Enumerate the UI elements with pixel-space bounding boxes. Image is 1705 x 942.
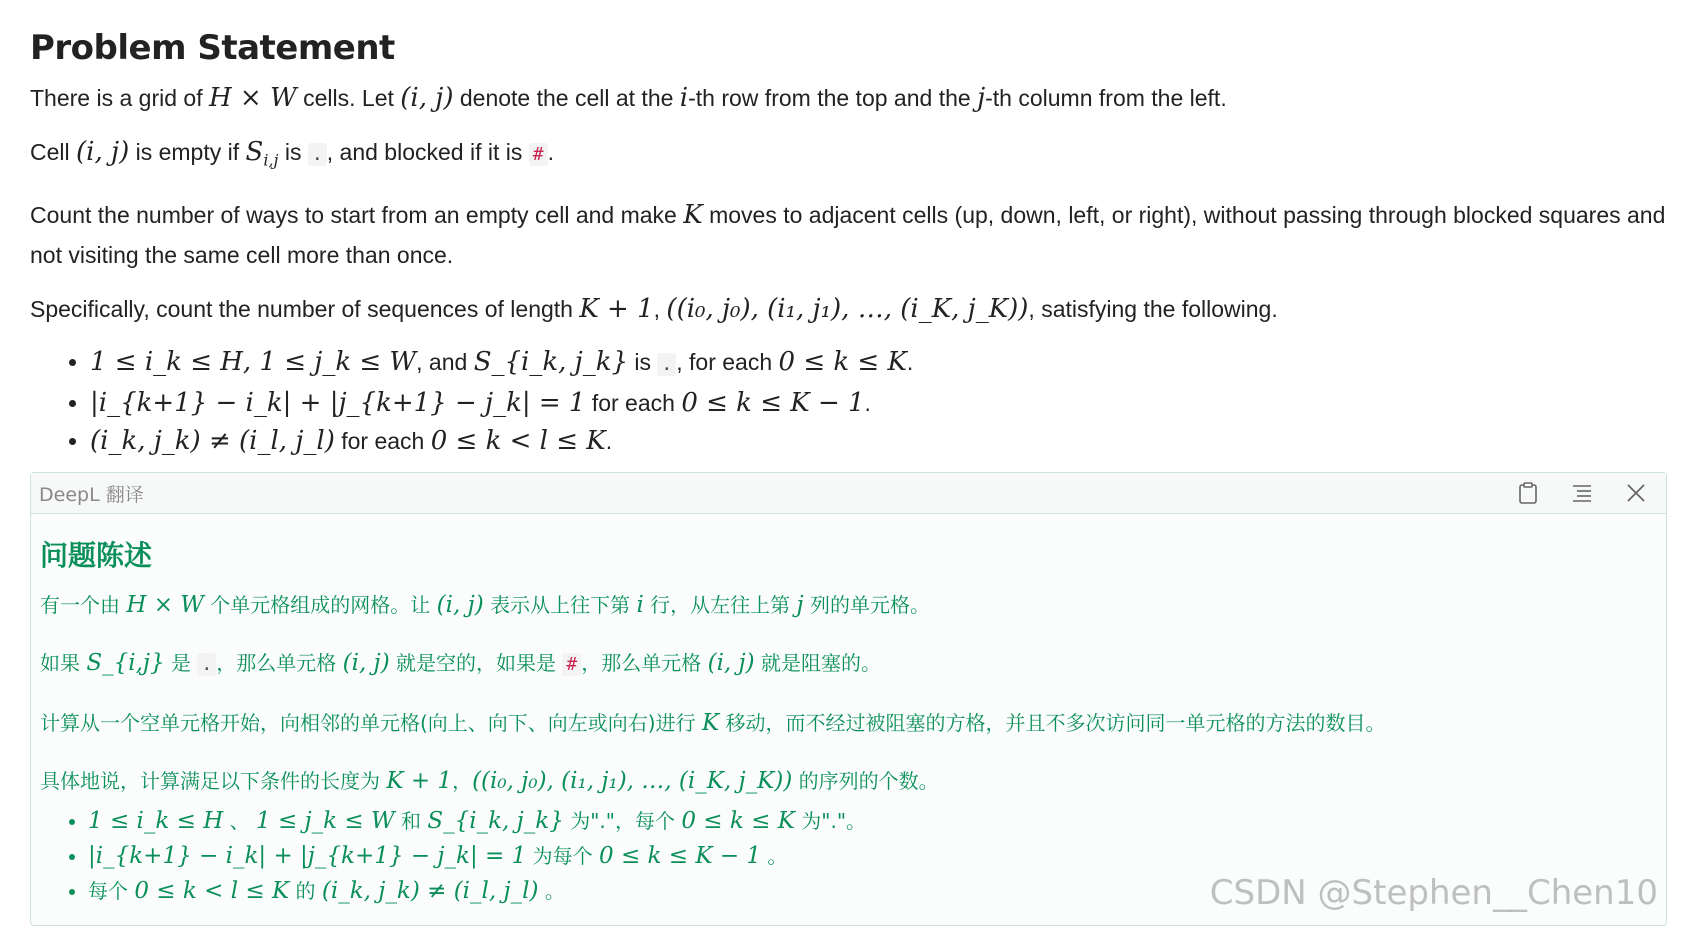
conditions-list: [30, 343, 1670, 460]
empty-symbol-code: .: [308, 143, 327, 166]
paragraph-cell: Cell (i, j) is empty if $S_{i,j}$ is . , and blocked if it is # .: [30, 137, 554, 170]
blocked-symbol-code: #: [529, 143, 548, 166]
problem-statement: [30, 28, 1670, 460]
clipboard-icon[interactable]: [1514, 479, 1542, 507]
deepl-paragraph-cell: 如果 S_{i,j} 是 . ，那么单元格 (i, j) 就是空的，如果是 # ，那么单元格 (i, j) 就是阻塞的。: [40, 650, 882, 676]
menu-lines-icon[interactable]: [1568, 479, 1596, 507]
deepl-translation-panel: [30, 472, 1667, 926]
deepl-paragraph-count: 计算从一个空单元格开始，向相邻的单元格(向上、向下、向左或向右)进行 K 移动，而不经过被阻塞的方格，并且不多次访问同一单元格的方法的数目。: [40, 710, 1386, 736]
deepl-paragraph-specifically: 具体地说，计算满足以下条件的长度为 K + 1，((i₀, j₀), (i₁, j₁), …, (i_K, j_K)) 的序列的个数。: [40, 768, 939, 794]
deepl-body: [31, 514, 1666, 919]
list-item: • 每个 0 ≤ k < l ≤ K 的 (i_k, j_k) ≠ (i_l, j_l) 。: [88, 874, 1657, 909]
list-item: • |i_{k+1} − i_k| + |j_{k+1} − j_k| = 1 为每个 0 ≤ k ≤ K − 1 。: [88, 839, 1657, 874]
deepl-paragraph-grid: 有一个由 H × W 个单元格组成的网格。让 (i, j) 表示从上往下第 i 行，从左往上第 j 列的单元格。: [40, 592, 931, 618]
csdn-watermark: CSDN @Stephen__Chen10: [1209, 873, 1658, 913]
close-icon[interactable]: [1622, 479, 1650, 507]
paragraph-grid: There is a grid of H × W cells. Let (i, j) denote the cell at the i-th row from the top and the j-th column from the left.: [30, 83, 1227, 113]
deepl-toolbar: [1514, 479, 1658, 507]
list-item: • |i_{k+1} − i_k| + |j_{k+1} − j_k| = 1 for each 0 ≤ k ≤ K − 1.: [90, 384, 1670, 422]
deepl-title: DeepL 翻译: [39, 483, 144, 506]
deepl-header: [31, 473, 1666, 514]
page-title: Problem Statement: [30, 28, 395, 68]
paragraph-count: Count the number of ways to start from an empty cell and make K moves to adjacent cells (up, down, left, or right), without passing through blocked squares and not visiting the same cell more than once.: [30, 199, 1666, 268]
paragraph-specifically: Specifically, count the number of sequences of length K + 1, ((i₀, j₀), (i₁, j₁), …, (i_K, j_K)), satisfying the following.: [30, 293, 1278, 324]
list-item: • 1 ≤ i_k ≤ H, 1 ≤ j_k ≤ W, and S_{i_k, j_k} is . , for each 0 ≤ k ≤ K.: [90, 343, 1670, 384]
list-item: • 1 ≤ i_k ≤ H 、 1 ≤ j_k ≤ W 和 S_{i_k, j_k} 为"."，每个 0 ≤ k ≤ K 为"."。: [88, 804, 1657, 839]
list-item: • (i_k, j_k) ≠ (i_l, j_l) for each 0 ≤ k < l ≤ K.: [90, 422, 1670, 460]
deepl-heading: 问题陈述: [40, 539, 153, 572]
